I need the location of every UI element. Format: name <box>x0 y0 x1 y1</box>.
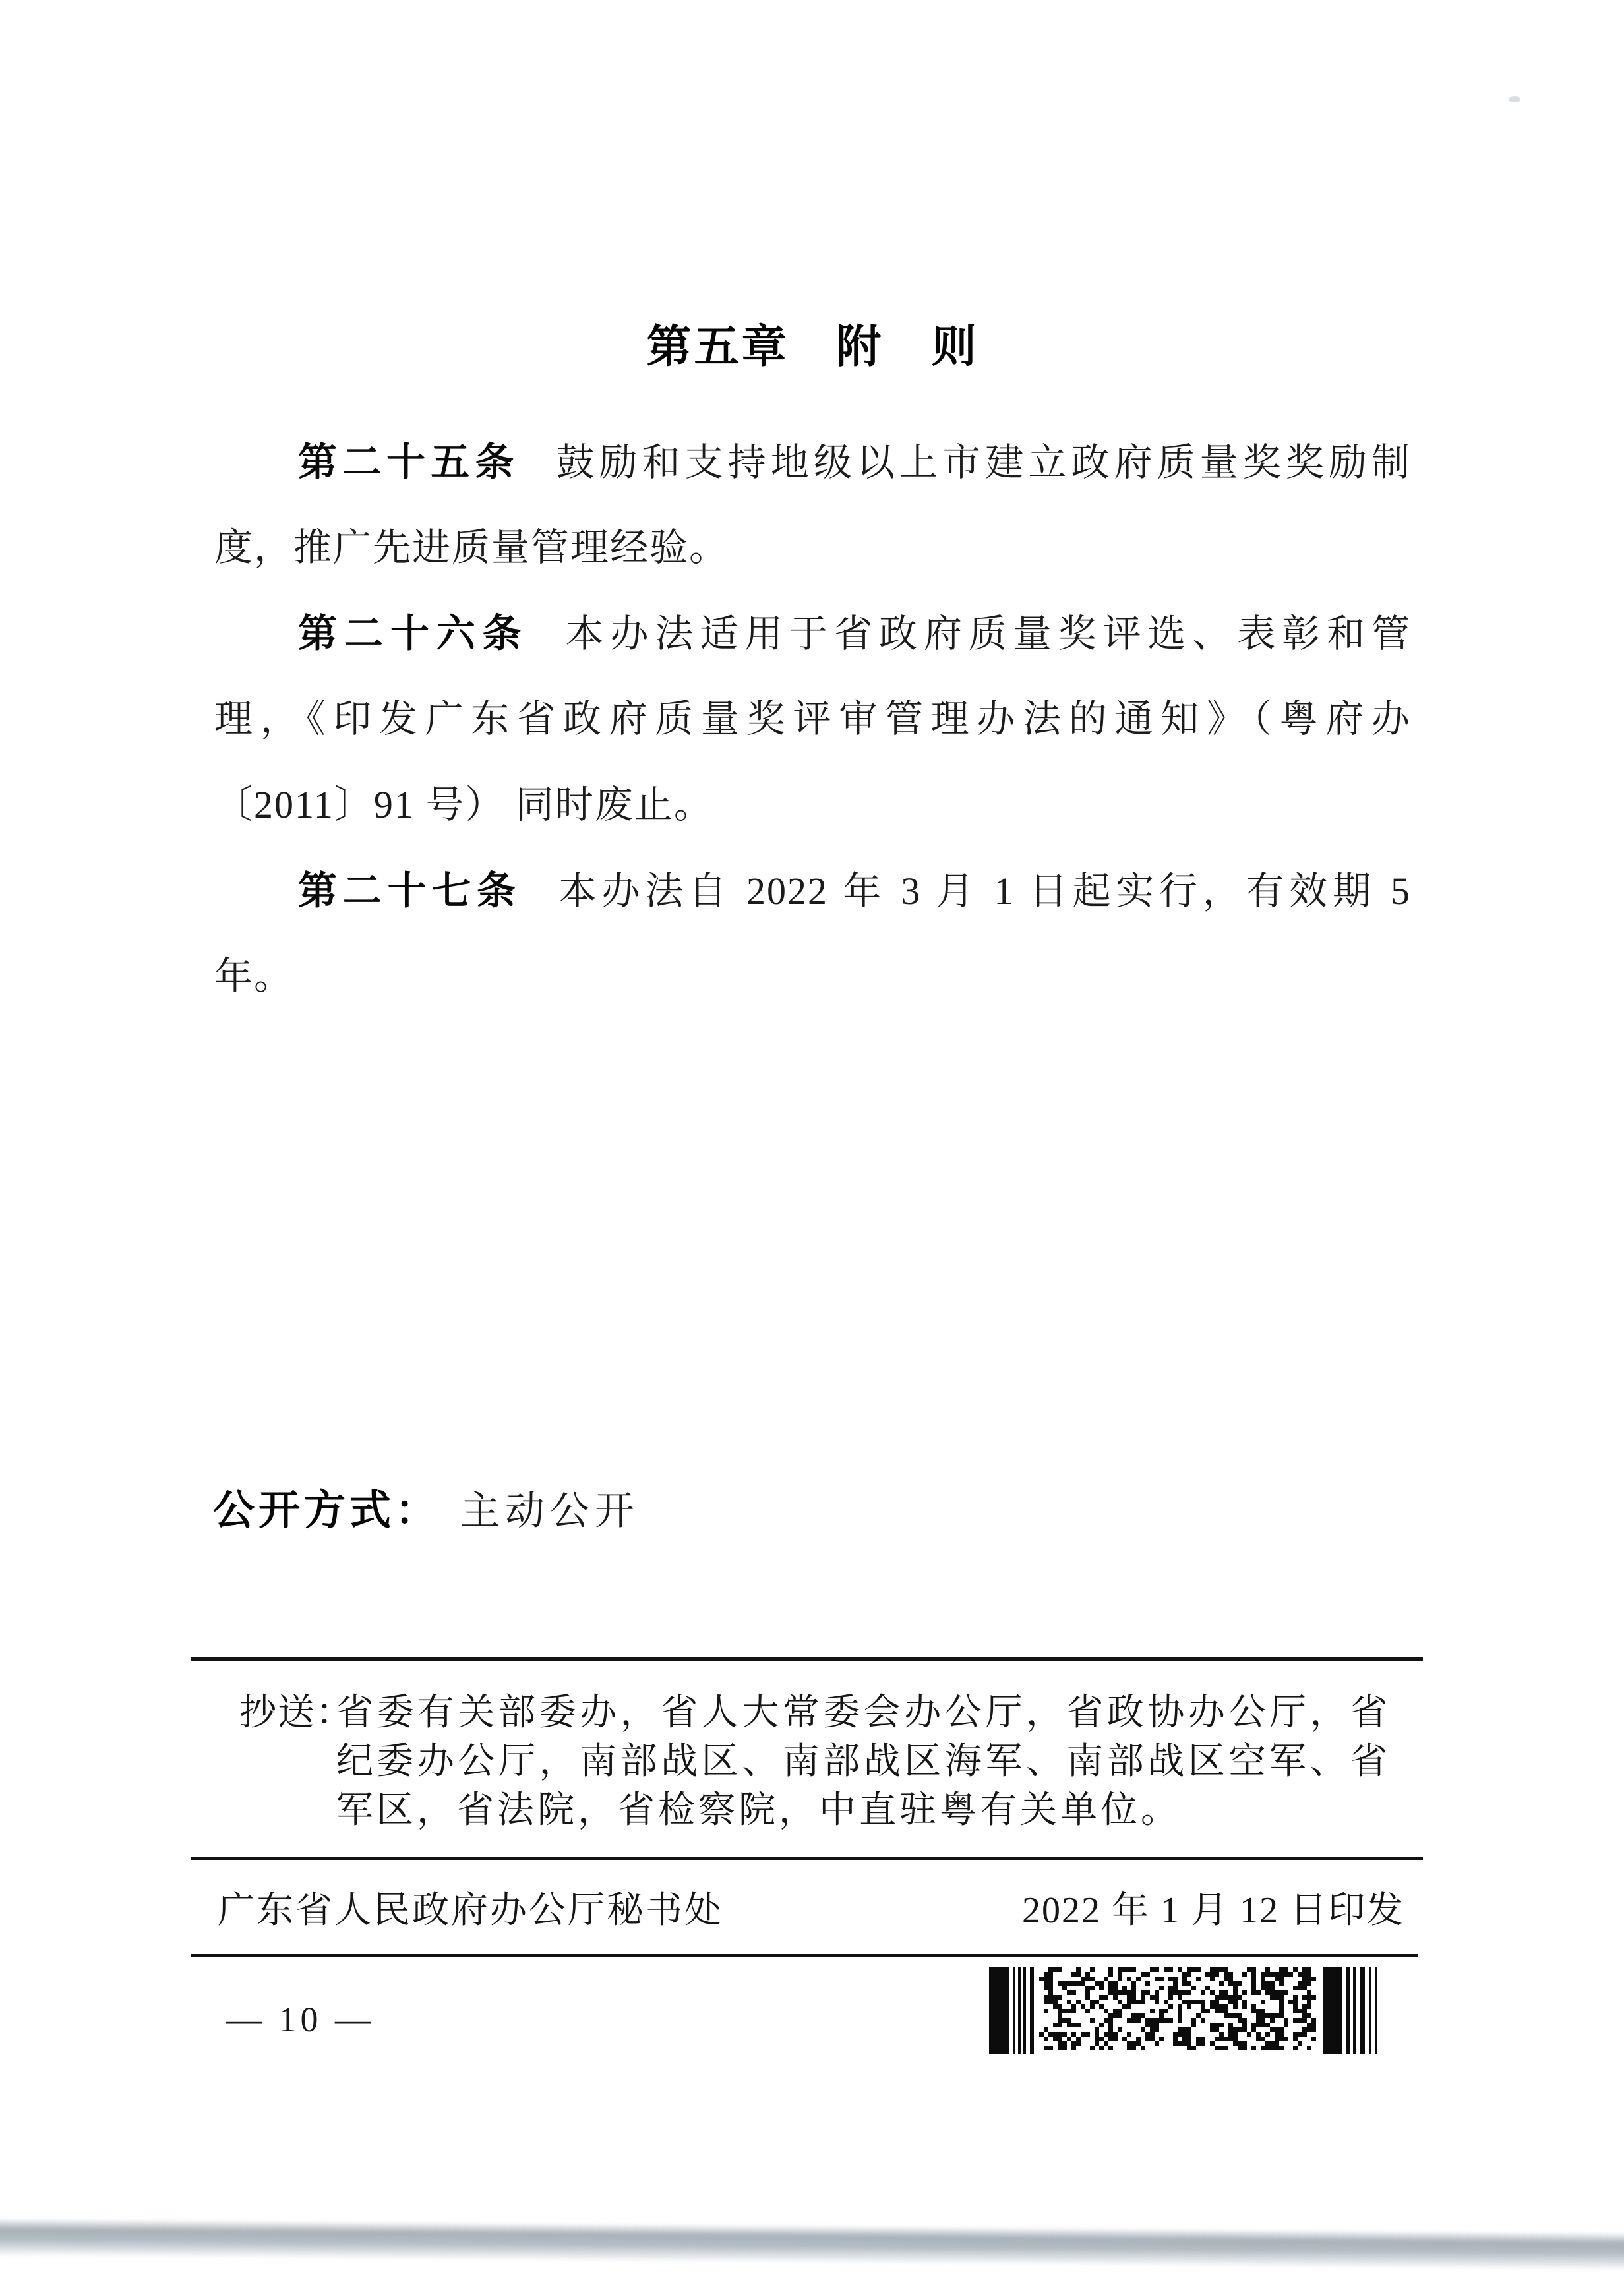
page-number: — 10 — <box>226 2000 375 2039</box>
barcode-svg <box>989 1967 1383 2054</box>
issuer-office: 广东省人民政府办公厅秘书处 <box>218 1890 723 1931</box>
cc-line: 省委有关部委办，省人大常委会办公厅，省政协办公厅，省 <box>336 1692 1389 1733</box>
body-line <box>214 612 1411 656</box>
article-number: 第二十六条 <box>298 612 529 655</box>
cc-line: 纪委办公厅，南部战区、南部战区海军、南部战区空军、省 <box>336 1741 1389 1782</box>
cc-label: 抄送： <box>239 1692 354 1733</box>
cc-line: 军区，省法院，省检察院，中直驻粤有关单位。 <box>336 1790 1181 1831</box>
scan-artifact-speck <box>1509 96 1520 102</box>
publicity-value: 主动公开 <box>460 1489 640 1533</box>
article-number: 第二十七条 <box>298 869 522 912</box>
pdf417-barcode-icon <box>989 1967 1383 2054</box>
body-text: 度，推广先进质量管理经验。 <box>214 526 729 569</box>
separator-rule-bottom <box>191 1954 1418 1957</box>
body-line <box>214 526 1411 570</box>
body-text: 年。 <box>214 955 294 998</box>
body-text: 本办法适用于省政府质量奖评选、表彰和管 <box>565 612 1411 655</box>
body-text: 鼓励和支持地级以上市建立政府质量奖奖励制 <box>556 441 1411 484</box>
body-line <box>214 783 1411 827</box>
separator-rule-middle <box>191 1857 1423 1860</box>
article-number: 第二十五条 <box>298 440 520 484</box>
chapter-title: 第五章 附 则 <box>646 322 979 372</box>
body-line <box>214 440 1411 485</box>
publicity-row <box>213 1487 640 1534</box>
scanned-paper-edge <box>0 2218 1624 2271</box>
body-text: 本办法自 2022 年 3 月 1 日起实行，有效期 5 <box>558 870 1411 912</box>
separator-rule-top <box>191 1657 1423 1661</box>
body-line <box>214 698 1411 741</box>
body-text: 〔2011〕91 号） 同时废止。 <box>214 783 713 826</box>
publicity-label: 公开方式： <box>213 1487 440 1534</box>
body-line <box>214 869 1411 913</box>
issue-date: 2022 年 1 月 12 日印发 <box>1022 1890 1404 1931</box>
body-text: 理，《印发广东省政府质量奖评审管理办法的通知》（粤府办 <box>214 698 1411 740</box>
body-line <box>214 955 1411 998</box>
